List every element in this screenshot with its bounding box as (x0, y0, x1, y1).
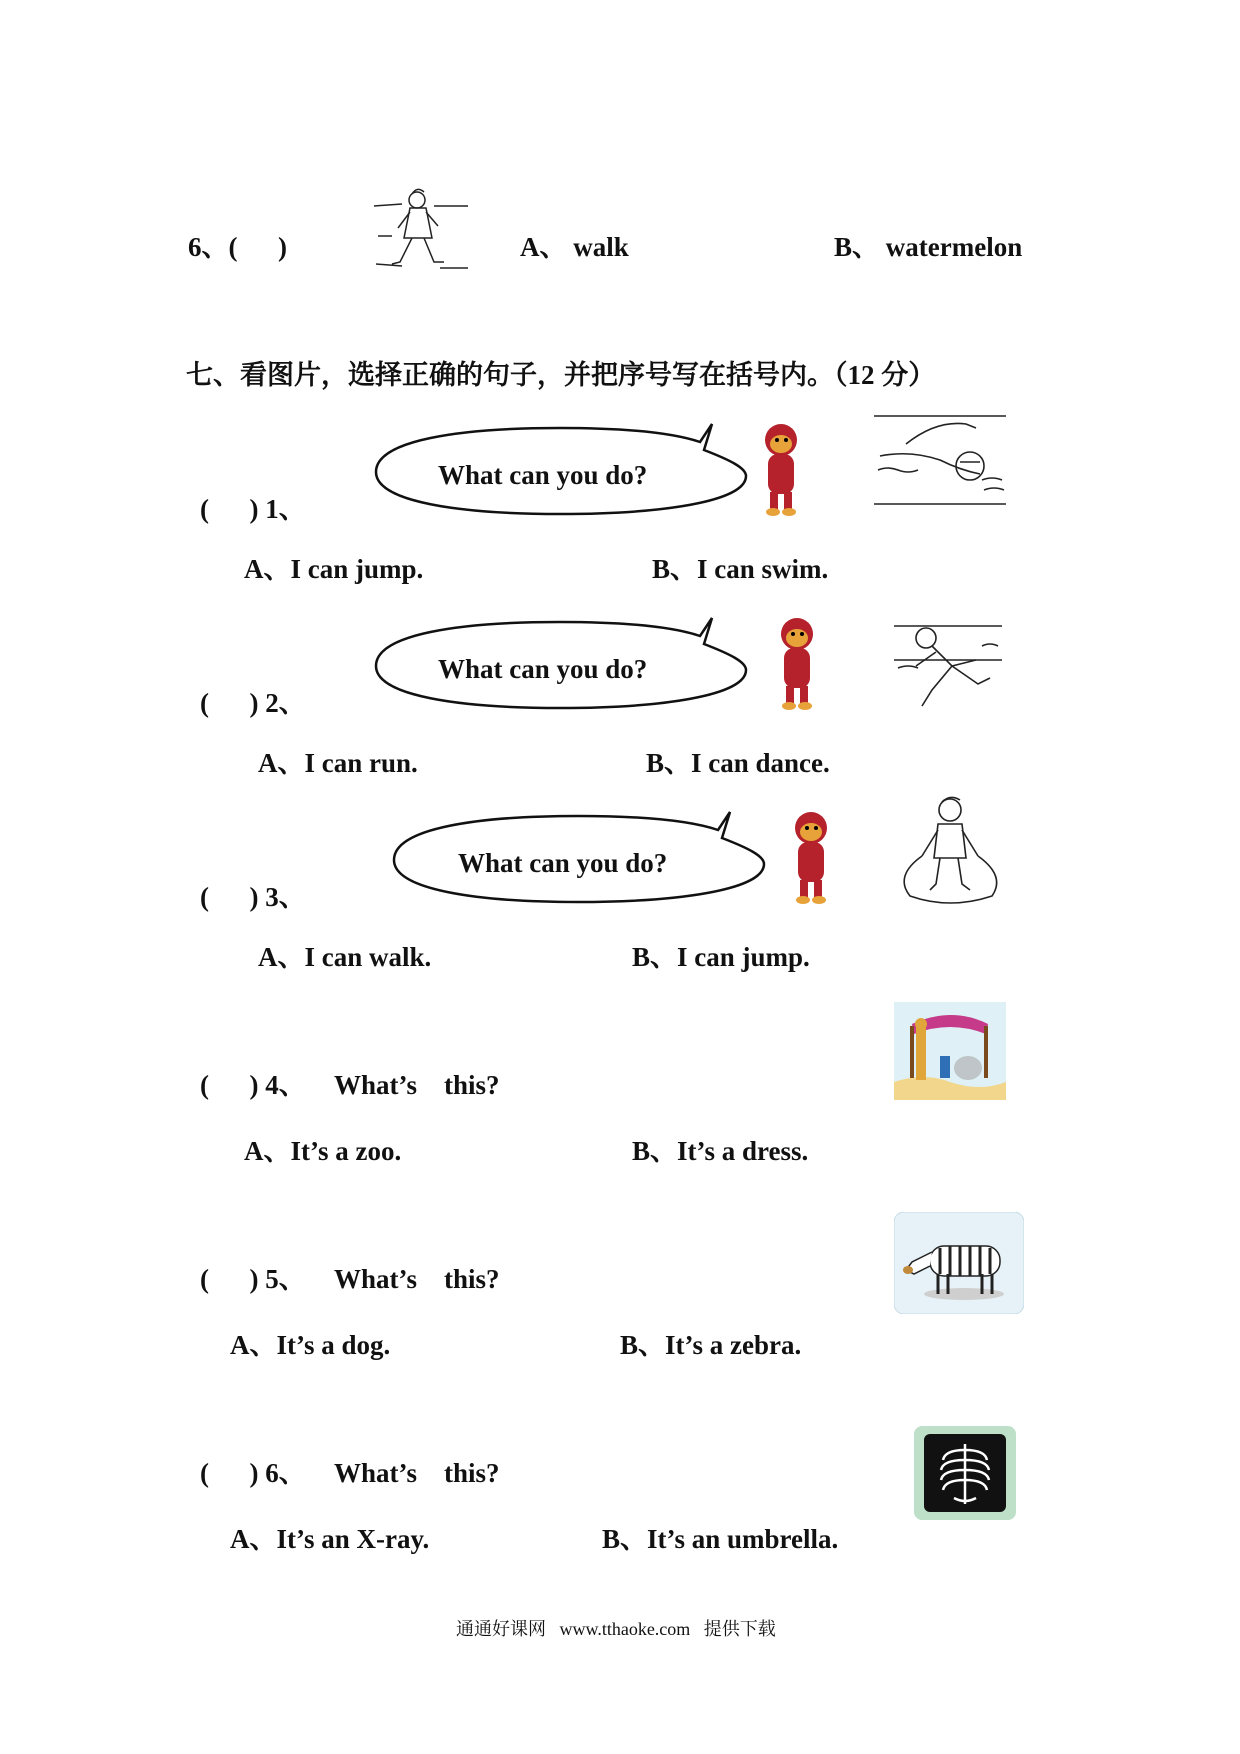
xray-picture (914, 1426, 1016, 1520)
option-a: A、I can walk. (258, 942, 432, 972)
top-item-option-b: B、 watermelon (834, 232, 1023, 262)
zoo-picture (894, 1002, 1006, 1100)
zebra-picture (894, 1212, 1024, 1314)
bubble-text: What can you do? (458, 848, 668, 878)
option-a: A、I can run. (258, 748, 418, 778)
option-b: B、I can dance. (646, 748, 830, 778)
question: What’s this? (334, 1070, 500, 1100)
option-b: B、I can swim. (652, 554, 829, 584)
item-number: ( ) 5、 (200, 1264, 306, 1294)
option-b: B、It’s a dress. (632, 1136, 809, 1166)
item-number: ( ) 3、 (200, 882, 306, 912)
item-number: ( ) 4、 (200, 1070, 306, 1100)
walking-girl-picture (372, 186, 472, 274)
option-a: A、It’s a zoo. (244, 1136, 402, 1166)
monkey-picture (786, 806, 836, 906)
swimmer-picture (872, 410, 1008, 510)
option-a: A、I can jump. (244, 554, 424, 584)
question: What’s this? (334, 1264, 500, 1294)
top-item-option-a: A、 walk (520, 232, 629, 262)
top-item-number: 6、( ) (188, 232, 287, 262)
item-number: ( ) 2、 (200, 688, 306, 718)
rope-jumper-picture (892, 792, 1008, 908)
option-a: A、It’s an X-ray. (230, 1524, 430, 1554)
monkey-picture (756, 418, 806, 518)
footer-text: 通通好课网 www.tthaoke.com 提供下载 (456, 1619, 776, 1639)
runner-picture (892, 616, 1004, 716)
option-b: B、It’s an umbrella. (602, 1524, 839, 1554)
bubble-text: What can you do? (438, 654, 648, 684)
option-a: A、It’s a dog. (230, 1330, 391, 1360)
item-number: ( ) 6、 (200, 1458, 306, 1488)
option-b: B、I can jump. (632, 942, 810, 972)
question: What’s this? (334, 1458, 500, 1488)
monkey-picture (772, 612, 822, 712)
section-heading: 七、看图片，选择正确的句子，并把序号写在括号内。（12 分） (186, 360, 936, 390)
bubble-text: What can you do? (438, 460, 648, 490)
option-b: B、It’s a zebra. (620, 1330, 802, 1360)
item-number: ( ) 1、 (200, 494, 306, 524)
